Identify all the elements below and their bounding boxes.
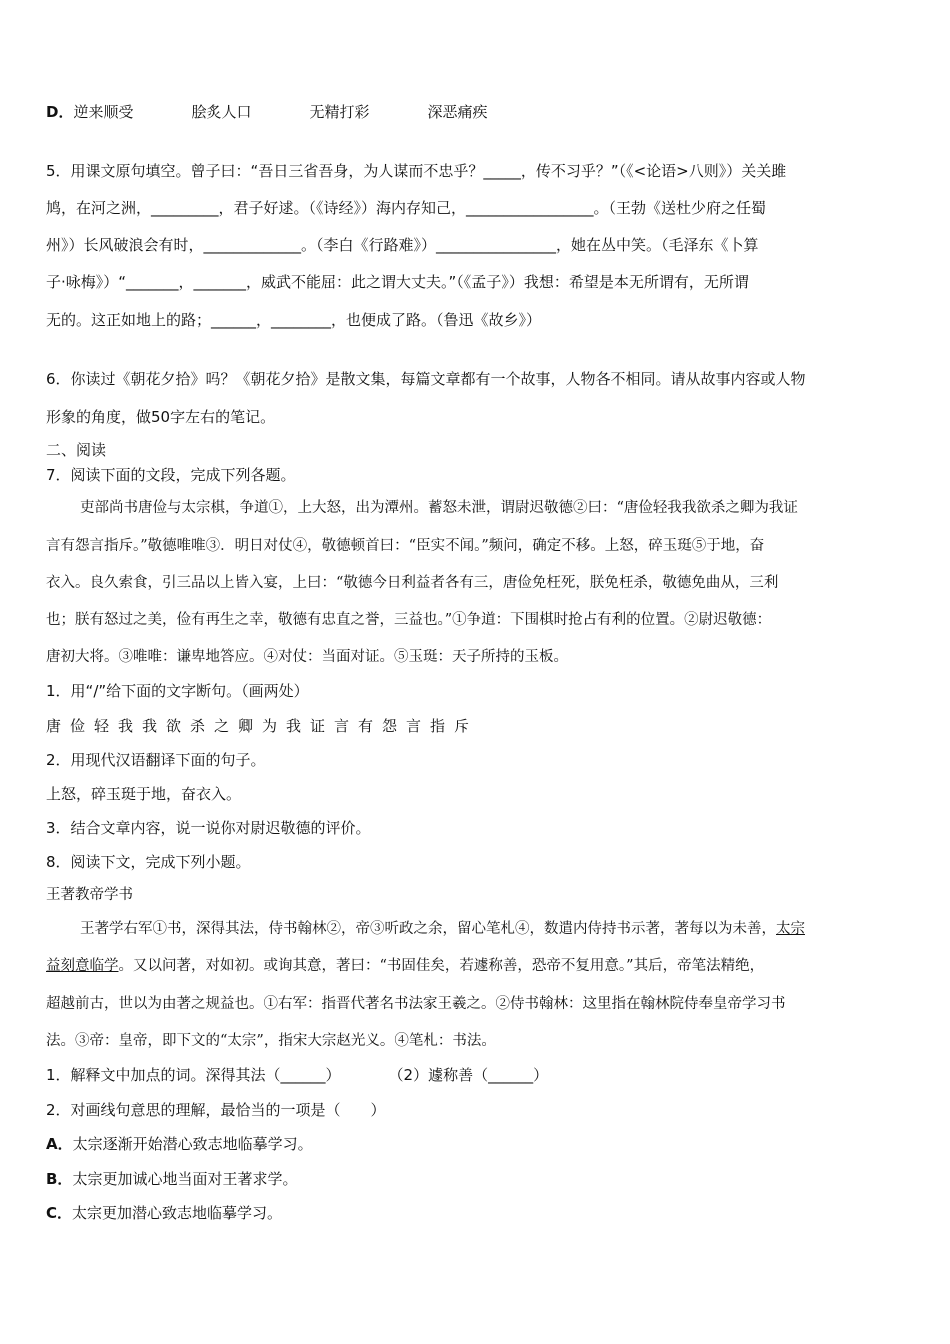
q8-passage-text: 。又以问著，对如初。或询其意，著曰：“书固佳矣，若遽称善，恐帝不复用意。”其后，帝笔法精绝，	[118, 958, 765, 974]
option-word-1: 逆来顺受	[73, 103, 134, 121]
q8-passage-line-3: 超越前古，世以为由著之规益也。①右军：指晋代著名书法家王羲之。②侍书翰林：这里指在翰林院侍奉皇帝学习书	[46, 996, 786, 1012]
option-text: 太宗更加潜心致志地临摹学习。	[72, 1204, 283, 1222]
q8-option-c	[46, 1203, 282, 1223]
q7-passage-line-3: 衣入。良久索食，引三品以上皆入宴，上曰：“敬德今日利益者各有三，唐俭免枉死，朕免枉杀，敬德免曲从，三利	[46, 575, 779, 591]
q8-option-a	[46, 1134, 313, 1154]
q7-sub-2-text: 上怒，碎玉珽于地，奋衣入。	[46, 785, 242, 803]
q8-passage-title: 王著教帝学书	[46, 887, 133, 903]
q8-passage-text: 王著学右军①书，深得其法，侍书翰林②，帝③听政之余，留心笔札④，数遣内侍持书示著，著每以为未善，	[80, 921, 776, 937]
q6-line-1: 6．你读过《朝花夕拾》吗？《朝花夕拾》是散文集，每篇文章都有一个故事，人物各不相同。请从故事内容或人物	[46, 370, 806, 388]
q8-passage-line-2	[46, 956, 764, 976]
q5-line-5: 无的。这正如地上的路；______，________，也便成了路。（鲁迅《故乡》）	[46, 311, 542, 329]
option-word-2: 脍炙人口	[191, 103, 252, 121]
underlined-sentence-end: 益刻意临学	[46, 958, 119, 974]
option-label: B．	[46, 1170, 73, 1188]
q8-option-b	[46, 1169, 297, 1189]
q7-passage-line-5: 唐初大将。③唯唯：谦卑地答应。④对仗：当面对证。⑤玉珽：天子所持的玉板。	[46, 649, 568, 665]
section-heading: 二、阅读	[46, 441, 107, 459]
q5-line-1: 5．用课文原句填空。曾子曰：“吾日三省吾身，为人谋而不忠乎？_____，传不习乎？”（《<论语>八则》）关关雎	[46, 162, 787, 180]
option-label: D．	[46, 103, 74, 121]
q8-title: 8．阅读下文，完成下列小题。	[46, 853, 251, 871]
q8-sub-1a: 1．解释文中加点的词。深得其法（______）	[46, 1066, 341, 1084]
q7-passage-line-2: 言有怨言指斥。”敬德唯唯③．明日对仗④，敬德顿首曰：“臣实不闻。”频问，确定不移。上怒，碎玉珽⑤于地，奋	[46, 538, 765, 554]
q4-option-d	[46, 102, 488, 122]
q8-passage-line-1	[80, 919, 805, 939]
q8-sub-1	[46, 1065, 548, 1085]
q7-sub-2: 2．用现代汉语翻译下面的句子。	[46, 751, 266, 769]
option-label: C．	[46, 1204, 73, 1222]
q8-passage-line-4: 法。③帝：皇帝，即下文的“太宗”，指宋大宗赵光义。④笔札：书法。	[46, 1033, 496, 1049]
q6-line-2: 形象的角度，做50字左右的笔记。	[46, 408, 276, 426]
q5-line-4: 子·咏梅》）“_______，_______，威武不能屈：此之谓大丈夫。”（《孟子》）我想：希望是本无所谓有，无所谓	[46, 273, 749, 291]
q7-passage-line-1: 吏部尚书唐俭与太宗棋，争道①，上大怒，出为潭州。蓄怒未泄，谓尉迟敬德②曰：“唐俭轻我我欲杀之卿为我证	[80, 500, 798, 516]
q5-line-2: 鸠，在河之洲，_________，君子好逑。（《诗经》）海内存知己，_________________。（王勃《送杜少府之任蜀	[46, 199, 767, 217]
option-word-4: 深恶痛疾	[427, 103, 488, 121]
option-word-3: 无精打彩	[309, 103, 370, 121]
q7-sub-3: 3．结合文章内容，说一说你对尉迟敬德的评价。	[46, 819, 371, 837]
option-text: 太宗逐渐开始潜心致志地临摹学习。	[72, 1135, 313, 1153]
underlined-sentence-start: 太宗	[776, 921, 805, 937]
option-text: 太宗更加诚心地当面对王著求学。	[72, 1170, 298, 1188]
q7-sub-1: 1．用“/”给下面的文字断句。（画两处）	[46, 682, 309, 700]
q5-line-3: 州》）长风破浪会有时，_____________。（李白《行路难》）________________，她在丛中笑。（毛泽东《卜算	[46, 236, 759, 254]
q7-passage-line-4: 也；朕有怒过之美，俭有再生之幸，敬德有忠直之誉，三益也。”①争道：下围棋时抢占有利的位置。②尉迟敬德：	[46, 612, 772, 628]
q8-sub-2: 2．对画线句意思的理解，最恰当的一项是（ ）	[46, 1101, 386, 1119]
option-label: A．	[46, 1135, 73, 1153]
q7-title: 7．阅读下面的文段，完成下列各题。	[46, 466, 296, 484]
q8-sub-1b: （2）遽称善（______）	[388, 1066, 549, 1084]
q7-sub-1-text: 唐俭轻我我欲杀之卿为我证言有怨言指斥	[46, 717, 479, 735]
